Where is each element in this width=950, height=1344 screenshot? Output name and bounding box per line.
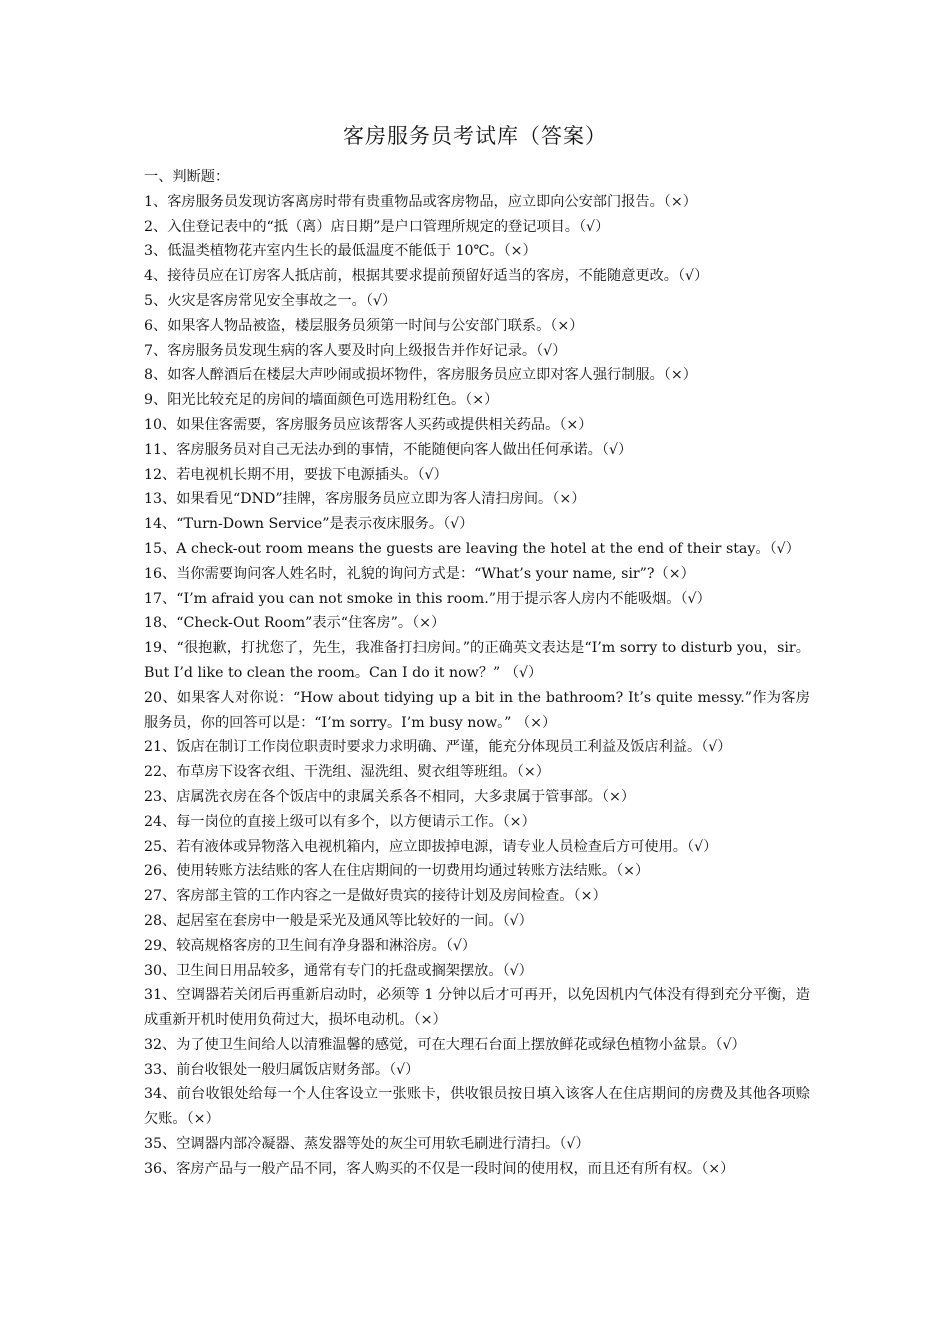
question-item: 30、卫生间日用品较多，通常有专门的托盘或搁架摆放。（√） — [144, 962, 533, 979]
question-item: 8、如客人醉酒后在楼层大声吵闹或损坏物件，客房服务员应立即对客人强行制服。（×） — [144, 367, 697, 384]
question-item: 32、为了使卫生间给人以清雅温馨的感觉，可在大理石台面上摆放鲜花或绿色植物小盆景。（√） — [144, 1036, 746, 1053]
question-item: 6、如果客人物品被盗，楼层服务员须第一时间与公安部门联系。（×） — [144, 317, 584, 334]
question-item: 28、起居室在套房中一般是采光及通风等比较好的一间。（√） — [144, 912, 533, 929]
question-item: 16、当你需要询问客人姓名时，礼貌的询问方式是：“What’s your name, sir”?（×） — [144, 565, 695, 582]
question-item: 29、较高规格客房的卫生间有净身器和淋浴房。（√） — [144, 937, 477, 954]
question-item: 4、接待员应在订房客人抵店前，根据其要求提前预留好适当的客房，不能随意更改。（√） — [144, 268, 709, 285]
question-item: 24、每一岗位的直接上级可以有多个，以方便请示工作。（×） — [144, 813, 536, 830]
question-item: 15、A check-out room means the guests are leaving the hotel at the end of their stay。（√） — [144, 540, 800, 557]
question-item: 21、饭店在制订工作岗位职责时要求力求明确、严谨，能充分体现员工利益及饭店利益。（√） — [144, 739, 732, 756]
question-item: 12、若电视机长期不用，要拔下电源插头。（√） — [144, 466, 448, 483]
question-item: 9、阳光比较充足的房间的墙面颜色可选用粉红色。（×） — [144, 392, 499, 409]
question-item: 13、如果看见“DND”挂牌，客房服务员应立即为客人清扫房间。（×） — [144, 491, 586, 508]
question-item: 34、前台收银处给每一个人住客设立一张账卡，供收银员按日填入该客人在住店期间的房费及其他各项赊欠账。（×） — [144, 1086, 810, 1128]
question-item: 7、客房服务员发现生病的客人要及时向上级报告并作好记录。（√） — [144, 342, 567, 359]
question-item: 11、客房服务员对自己无法办到的事情，不能随便向客人做出任何承诺。（√） — [144, 441, 633, 458]
question-item: 33、前台收银处一般归属饭店财务部。（√） — [144, 1061, 420, 1078]
question-item: 17、“I’m afraid you can not smoke in this room.”用于提示客人房内不能吸烟。（√） — [144, 590, 711, 607]
question-item: 25、若有液体或异物落入电视机箱内，应立即拔掉电源，请专业人员检查后方可使用。（√） — [144, 838, 718, 855]
question-item: 26、使用转账方法结账的客人在住店期间的一切费用均通过转账方法结账。（×） — [144, 863, 650, 880]
section-heading: 一、判断题： — [144, 169, 230, 185]
question-item: 27、客房部主管的工作内容之一是做好贵宾的接待计划及房间检查。（×） — [144, 888, 607, 905]
question-item: 35、空调器内部冷凝器、蒸发器等处的灰尘可用软毛刷进行清扫。（√） — [144, 1136, 590, 1153]
question-item: 14、“Turn-Down Service”是表示夜床服务。（√） — [144, 516, 474, 533]
question-item: 18、“Check-Out Room”表示“住客房”。（×） — [144, 615, 446, 632]
question-item: 5、火灾是客房常见安全事故之一。（√） — [144, 292, 397, 309]
document-title: 客房服务员考试库（答案） — [343, 124, 607, 148]
question-item: 19、“很抱歉，打扰您了，先生，我准备打扫房间。”的正确英文表达是“I’m sorry to disturb you，sir。But I’d like to clean the room。Can I do it now？” （√） — [144, 640, 810, 681]
question-item: 10、如果住客需要，客房服务员应该帮客人买药或提供相关药品。（×） — [144, 416, 593, 433]
question-list — [144, 190, 810, 1182]
question-item: 3、低温类植物花卉室内生长的最低温度不能低于 10℃。（×） — [144, 243, 537, 260]
question-item: 22、布草房下设客衣组、干洗组、湿洗组、熨衣组等班组。（×） — [144, 764, 550, 781]
question-item: 23、店属洗衣房在各个饭店中的隶属关系各不相同，大多隶属于管事部。（×） — [144, 788, 636, 805]
question-item: 1、客房服务员发现访客离房时带有贵重物品或客房物品，应立即向公安部门报告。（×） — [144, 193, 697, 210]
question-item: 20、如果客人对你说：“How about tidying up a bit in the bathroom? It’s quite messy.”作为客房服务员，你的回答可以是：“I’m sorry。I’m busy now。” （×） — [144, 689, 810, 731]
question-item: 36、客房产品与一般产品不同，客人购买的不仅是一段时间的使用权，而且还有所有权。（×） — [144, 1160, 735, 1177]
document-body — [144, 165, 810, 1182]
question-item: 2、入住登记表中的“抵（离）店日期”是户口管理所规定的登记项目。（√） — [144, 218, 610, 235]
question-item: 31、空调器若关闭后再重新启动时，必须等 1 分钟以后才可再开，以免因机内气体没有得到充分平衡，造成重新开机时使用负荷过大，损坏电动机。（×） — [144, 987, 810, 1029]
